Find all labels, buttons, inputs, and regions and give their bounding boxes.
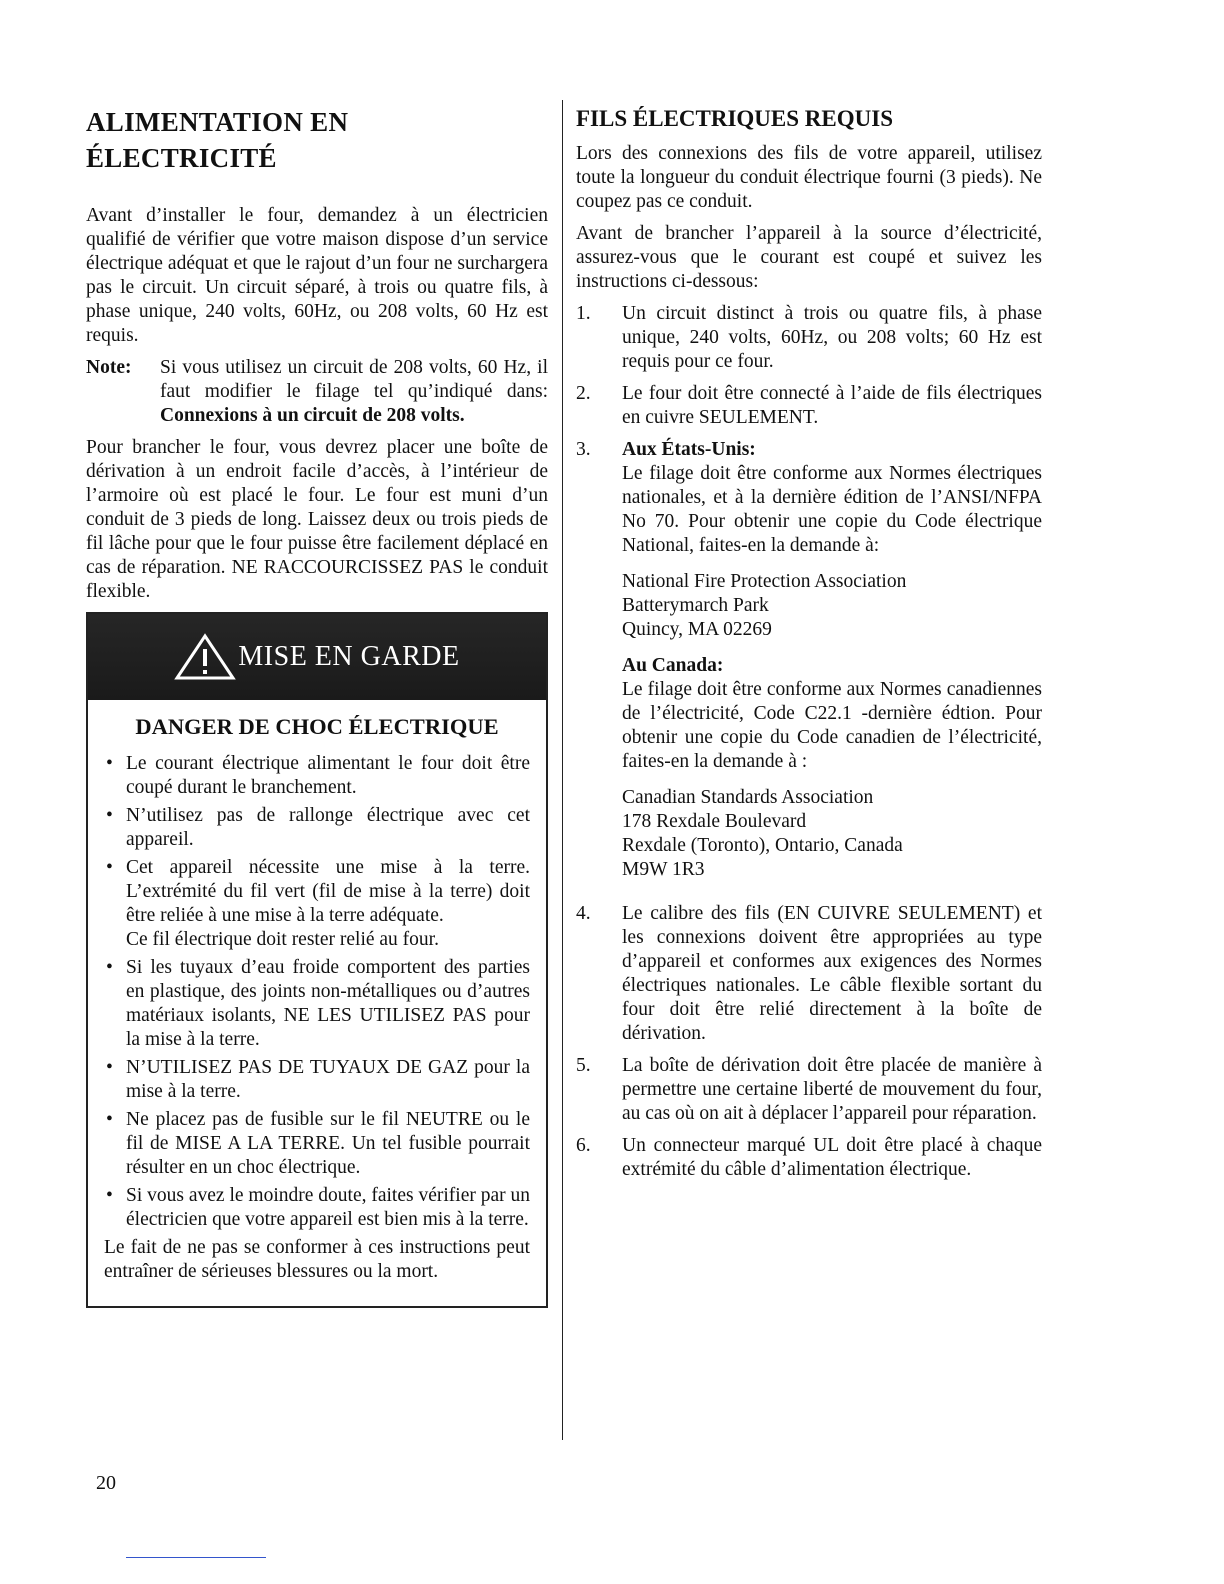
list-item-extra: Ce fil électrique doit rester relié au four. [126,929,439,950]
list-item: • Si les tuyaux d’eau froide comportent des parties en plastique, des joints non-métalliques ou d’autres matériaux isolants, NE LES UTILISEZ PAS pour la mise à la terre. [104,956,530,1052]
item-text: Le calibre des fils (EN CUIVRE SEULEMENT) et les connexions doivent être appropriées au type d’appareil et conformes aux exigences des Normes électriques nationales. Le câble flexible sortant du four doit être relié directement à la boîte de dérivation. [622,903,1042,1044]
bottom-rule [126,1557,266,1558]
requirements-list [576,302,1042,1182]
item-text: Un circuit distinct à trois ou quatre fils, à phase unique, 240 volts, 60Hz, ou 208 volts; 60 Hz est requis pour ce four. [622,303,1042,372]
item-number: 3. [576,439,591,460]
wires-intro-2: Avant de brancher l’appareil à la source d’électricité, assurez-vous que le courant est coupé et suivez les instructions ci-dessous: [576,223,1042,292]
right-column [576,100,1042,1190]
address-line: Canadian Standards Association [622,787,874,808]
item-text: Le four doit être connecté à l’aide de fils électriques en cuivre SEULEMENT. [622,383,1042,428]
note-reference: Connexions à un circuit de 208 volts. [160,405,465,426]
warning-title: MISE EN GARDE [238,641,460,672]
warning-list [104,752,530,1232]
item-text: La boîte de dérivation doit être placée de manière à permettre une certaine liberté de mouvement du four, au cas où on ait à déplacer l’appareil pour réparation. [622,1055,1042,1124]
page-number: 20 [96,1472,116,1494]
section-title [86,104,548,176]
note-label: Note: [86,357,132,378]
title-line-1: ALIMENTATION EN [86,107,349,137]
item-number: 1. [576,303,591,324]
address-line: Batterymarch Park [622,595,769,616]
canada-heading: Au Canada: [622,655,724,676]
note [86,356,548,428]
item-text: Un connecteur marqué UL doit être placé à chaque extrémité du câble d’alimentation électrique. [622,1135,1042,1180]
list-item [576,1134,1042,1182]
address-line: 178 Rexdale Boulevard [622,811,807,832]
warning-closing: Le fait de ne pas se conformer à ces instructions peut entraîner de sérieuses blessures ou la mort. [104,1237,530,1282]
item-number: 5. [576,1055,591,1076]
column-divider [562,100,563,1440]
list-item [576,438,1042,894]
us-heading: Aux États-Unis: [622,439,756,460]
connection-paragraph: Pour brancher le four, vous devrez placer une boîte de dérivation à un endroit facile d’accès, à l’intérieur de l’armoire où est placé le four. Le four est muni d’un conduit de 3 pieds de long. Laissez deux ou trois pieds de fil lâche pour que le four puisse être facilement déplacé en cas de réparation. NE RACCOURCISSEZ PAS le conduit flexible. [86,437,548,602]
item-number: 6. [576,1135,591,1156]
list-item-text: Cet appareil nécessite une mise à la terre. L’extrémité du fil vert (fil de mise à la terre) doit être reliée à une mise à la terre adéquate. [126,857,530,926]
address-line: M9W 1R3 [622,859,705,880]
list-item: • Si vous avez le moindre doute, faites vérifier par un électricien que votre appareil est bien mis à la terre. [104,1184,530,1232]
left-column [86,100,548,1308]
wires-title: FILS ÉLECTRIQUES REQUIS [576,106,893,131]
canada-text: Le filage doit être conforme aux Normes canadiennes de l’électricité, Code C22.1 -dernière édtion. Pour obtenir une copie du Code canadien de l’électricité, faites-en la demande à : [622,679,1042,772]
warning-body [88,700,546,1306]
note-text [160,356,548,428]
list-item [576,902,1042,1046]
danger-heading: DANGER DE CHOC ÉLECTRIQUE [135,714,499,739]
list-item [104,856,530,952]
warning-triangle-icon [174,633,236,681]
us-address [622,570,1042,642]
warning-box [86,612,548,1308]
list-item: • Le courant électrique alimentant le four doit être coupé durant le branchement. [104,752,530,800]
title-line-2: ÉLECTRICITÉ [86,143,277,173]
list-item: • N’UTILISEZ PAS DE TUYAUX DE GAZ pour la mise à la terre. [104,1056,530,1104]
list-item: • N’utilisez pas de rallonge électrique avec cet appareil. [104,804,530,852]
address-line: Rexdale (Toronto), Ontario, Canada [622,835,903,856]
address-line: National Fire Protection Association [622,571,907,592]
item-text [622,438,1042,894]
list-item [576,302,1042,374]
address-line: Quincy, MA 02269 [622,619,772,640]
list-item [576,1054,1042,1126]
warning-header [88,614,546,700]
item-number: 2. [576,383,591,404]
list-item [576,382,1042,430]
us-text: Le filage doit être conforme aux Normes électriques nationales, et à la dernière édition de l’ANSI/NFPA No 70. Pour obtenir une copie du Code électrique National, faites-en la demande à: [622,463,1042,556]
list-item: • Ne placez pas de fusible sur le fil NEUTRE ou le fil de MISE A LA TERRE. Un tel fusible pourrait résulter en un choc électrique. [104,1108,530,1180]
note-body: Si vous utilisez un circuit de 208 volts, 60 Hz, il faut modifier le filage tel qu’indiqué dans: [160,357,548,402]
canada-address [622,786,1042,882]
wires-intro-1: Lors des connexions des fils de votre appareil, utilisez toute la longueur du conduit électrique fourni (3 pieds). Ne coupez pas ce conduit. [576,143,1042,212]
item-number: 4. [576,903,591,924]
intro-paragraph: Avant d’installer le four, demandez à un électricien qualifié de vérifier que votre maison dispose d’un service électrique adéquat et que le rajout d’un four ne surchargera pas le circuit. Un circuit séparé, à trois ou quatre fils, à phase unique, 240 volts, 60Hz, ou 208 volts, 60 Hz est requis. [86,205,548,346]
